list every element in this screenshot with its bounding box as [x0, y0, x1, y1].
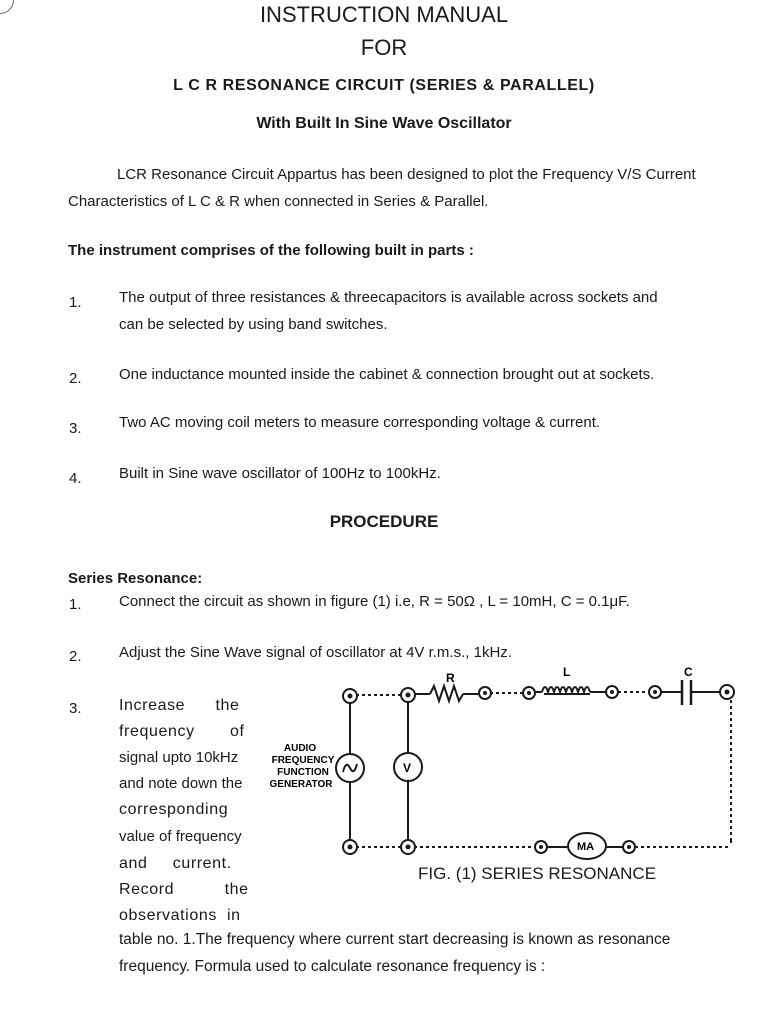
step-number: 1.	[69, 596, 82, 613]
step-text-line: Record the	[119, 881, 249, 898]
manual-title-for: FOR	[360, 35, 408, 60]
step-text-line: value of frequency	[119, 828, 242, 845]
generator-label-line: AUDIO	[283, 743, 317, 754]
voltmeter-label: V	[403, 761, 412, 775]
resistor-label: R	[446, 671, 455, 685]
list-item-number: 2.	[69, 370, 82, 387]
figure-caption: FIG. (1) SERIES RESONANCE	[418, 864, 657, 883]
intro-line-2: Characteristics of L C & R when connected in Series & Parallel.	[68, 193, 489, 210]
milliammeter-label: MA	[577, 841, 595, 853]
step-text-line: Increase the	[119, 697, 240, 714]
step-text-line: frequency of	[119, 723, 245, 740]
inductor-symbol	[542, 687, 590, 692]
inductor-label: L	[563, 665, 571, 679]
manual-subtitle-oscillator: With Built In Sine Wave Oscillator	[256, 115, 512, 132]
list-item-number: 3.	[69, 420, 82, 437]
list-item: Built in Sine wave oscillator of 100Hz to 100kHz.	[119, 465, 441, 482]
step-text-line: signal upto 10kHz	[119, 749, 239, 766]
list-item: One inductance mounted inside the cabinet & connection brought out at sockets.	[119, 366, 655, 383]
continuation-line-2: frequency. Formula used to calculate resonance frequency is :	[119, 958, 546, 975]
list-item-continuation: can be selected by using band switches.	[119, 316, 388, 333]
step-text: Connect the circuit as shown in figure (1) i.e, R = 50Ω , L = 10mH, C = 0.1μF.	[119, 593, 630, 610]
list-item-number: 4.	[69, 470, 82, 487]
manual-title: INSTRUCTION MANUAL	[259, 2, 509, 27]
step-text-line: corresponding	[119, 801, 229, 818]
manual-subtitle: L C R RESONANCE CIRCUIT (SERIES & PARALLEL)	[173, 77, 595, 94]
continuation-line-1: table no. 1.The frequency where current start decreasing is known as resonance	[119, 931, 671, 948]
procedure-heading: PROCEDURE	[329, 512, 439, 531]
list-item-number: 1.	[69, 294, 82, 311]
step-text-line: and note down the	[119, 775, 243, 792]
list-item: Two AC moving coil meters to measure corresponding voltage & current.	[119, 414, 601, 431]
capacitor-label: C	[684, 665, 693, 679]
generator-label-line: FREQUENCY	[271, 755, 335, 766]
step-text-line: and current.	[119, 855, 232, 872]
intro-line-1: LCR Resonance Circuit Appartus has been designed to plot the Frequency V/S Current	[117, 166, 696, 183]
resistor-symbol	[430, 686, 463, 701]
list-item: The output of three resistances & threecapacitors is available across sockets and	[119, 289, 658, 306]
series-resonance-heading: Series Resonance:	[68, 570, 203, 587]
step-text-line: observations in	[119, 907, 241, 924]
generator-label-line: FUNCTION	[277, 767, 329, 778]
generator-label-line: GENERATOR	[269, 779, 333, 790]
step-number: 2.	[69, 648, 82, 665]
step-text: Adjust the Sine Wave signal of oscillator at 4V r.m.s., 1kHz.	[119, 644, 512, 661]
step-number: 3.	[69, 700, 82, 717]
parts-heading: The instrument comprises of the following built in parts :	[68, 242, 474, 259]
